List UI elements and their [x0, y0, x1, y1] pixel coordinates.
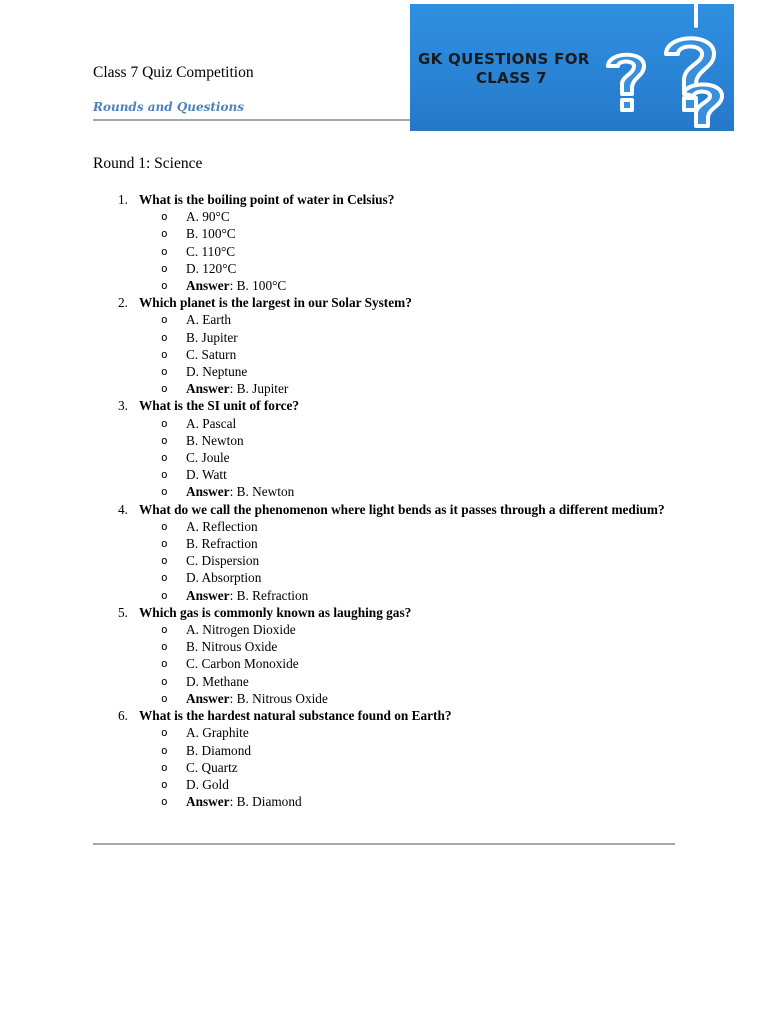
bullet-icon: o: [161, 537, 168, 551]
bullet-icon: o: [161, 347, 168, 361]
question-number: 5.: [118, 604, 128, 620]
answer-item: o Answer: B. Diamond: [161, 794, 302, 810]
question-text: What is the boiling point of water in Celsius?: [139, 192, 395, 207]
question-text: What is the hardest natural substance found on Earth?: [139, 708, 452, 724]
banner-image: [410, 4, 734, 131]
option-list: [139, 724, 675, 810]
option-item: [139, 518, 675, 535]
question-text: Which planet is the largest in our Solar System?: [139, 295, 412, 311]
bullet-icon: o: [161, 623, 168, 637]
option-text: D. 120°C: [186, 260, 237, 276]
bullet-icon: o: [161, 519, 168, 533]
option-item: [139, 363, 675, 380]
option-item: [139, 225, 675, 242]
option-item: [139, 776, 675, 793]
option-text: B. 100°C: [186, 226, 236, 242]
option-item: [139, 638, 675, 655]
answer-item: o Answer: B. 100°C: [161, 278, 287, 294]
option-text: D. Watt: [186, 467, 227, 483]
bullet-icon: o: [161, 227, 168, 241]
option-item: [139, 655, 675, 672]
bullet-icon: o: [161, 743, 168, 757]
bullet-icon: o: [161, 433, 168, 447]
question-number: 3.: [118, 398, 128, 414]
option-text: A. Reflection: [186, 518, 258, 534]
answer-label: Answer: [186, 381, 230, 397]
bullet-icon: o: [161, 313, 168, 327]
option-text: C. Saturn: [186, 346, 237, 362]
answer-value: B. Diamond: [236, 794, 302, 810]
bullet-icon: o: [161, 330, 168, 344]
question-marks-icon: [604, 4, 734, 131]
question-number: 4.: [118, 501, 128, 517]
question-item: [93, 294, 675, 397]
question-text: What do we call the phenomenon where light bends as it passes through a different medium?: [139, 501, 665, 517]
option-text: A. Earth: [186, 312, 232, 328]
option-text: D. Methane: [186, 673, 249, 689]
option-item: [139, 208, 675, 225]
question-text: What is the SI unit of force?: [139, 398, 300, 414]
bullet-icon: o: [161, 657, 168, 671]
answer-item: o Answer: B. Newton: [161, 484, 295, 500]
answer-value: B. Nitrous Oxide: [236, 690, 328, 706]
bullet-icon: o: [161, 279, 168, 293]
document-subtitle: Rounds and Questions: [93, 100, 244, 114]
option-text: B. Newton: [186, 432, 244, 448]
option-item: [139, 346, 675, 363]
bullet-icon: o: [161, 777, 168, 791]
bullet-icon: o: [161, 760, 168, 774]
option-text: D. Neptune: [186, 364, 248, 380]
bullet-icon: o: [161, 468, 168, 482]
option-text: D. Gold: [186, 776, 229, 792]
bullet-icon: o: [161, 640, 168, 654]
option-item: [139, 466, 675, 483]
bullet-icon: o: [161, 382, 168, 396]
round-title: Round 1: Science: [93, 155, 203, 172]
option-item: [139, 724, 675, 741]
answer-label: Answer: [186, 587, 230, 603]
option-item: [139, 432, 675, 449]
answer-value: B. 100°C: [236, 278, 287, 294]
answer-label: Answer: [186, 278, 230, 294]
option-text: A. Graphite: [186, 725, 249, 741]
bullet-icon: o: [161, 451, 168, 465]
bullet-icon: o: [161, 691, 168, 705]
bullet-icon: o: [161, 244, 168, 258]
option-item: [139, 621, 675, 638]
answer-item: o Answer: B. Nitrous Oxide: [161, 690, 328, 706]
option-item: [139, 742, 675, 759]
bullet-icon: o: [161, 416, 168, 430]
question-number: 1.: [118, 192, 128, 207]
answer-value: B. Newton: [236, 484, 295, 500]
option-text: C. Quartz: [186, 759, 238, 775]
bullet-icon: o: [161, 554, 168, 568]
option-item: [139, 311, 675, 328]
banner-line-2: CLASS 7: [476, 69, 547, 87]
answer-value: B. Jupiter: [236, 381, 289, 397]
option-text: C. Joule: [186, 450, 230, 466]
document-title: Class 7 Quiz Competition: [93, 64, 254, 81]
answer-label: Answer: [186, 794, 230, 810]
option-text: B. Diamond: [186, 742, 252, 758]
answer-label: Answer: [186, 484, 230, 500]
option-list: [139, 518, 675, 604]
option-text: B. Refraction: [186, 536, 258, 552]
option-list: [139, 415, 675, 501]
question-number: 6.: [118, 708, 128, 724]
option-item: [139, 569, 675, 586]
option-text: B. Jupiter: [186, 329, 238, 345]
answer-label: Answer: [186, 690, 230, 706]
option-list: [139, 208, 675, 294]
bullet-icon: o: [161, 210, 168, 224]
bullet-icon: o: [161, 674, 168, 688]
option-item: [139, 260, 675, 277]
footer-divider: [93, 843, 675, 845]
question-text: Which gas is commonly known as laughing gas?: [139, 604, 412, 620]
question-item: [93, 604, 675, 707]
bullet-icon: o: [161, 365, 168, 379]
option-list: [139, 621, 675, 707]
answer-value: B. Refraction: [236, 587, 309, 603]
question-number: 2.: [118, 295, 128, 311]
bullet-icon: o: [161, 795, 168, 809]
option-item: [139, 415, 675, 432]
question-item: [93, 501, 675, 604]
question-list: [93, 191, 675, 810]
option-item: [139, 329, 675, 346]
option-text: A. Pascal: [186, 415, 237, 431]
answer-item: o Answer: B. Jupiter: [161, 381, 289, 397]
bullet-icon: o: [161, 261, 168, 275]
option-text: D. Absorption: [186, 570, 262, 586]
question-item: [93, 191, 675, 294]
option-item: [139, 243, 675, 260]
question-item: [93, 397, 675, 500]
bullet-icon: o: [161, 588, 168, 602]
option-item: [139, 759, 675, 776]
answer-item: o Answer: B. Refraction: [161, 587, 309, 603]
option-text: C. 110°C: [186, 243, 236, 259]
option-list: [139, 311, 675, 397]
question-item: [93, 707, 675, 810]
option-text: C. Carbon Monoxide: [186, 656, 299, 672]
option-text: A. 90°C: [186, 209, 230, 225]
option-text: A. Nitrogen Dioxide: [186, 622, 296, 638]
option-text: C. Dispersion: [186, 553, 260, 569]
option-text: B. Nitrous Oxide: [186, 639, 278, 655]
bullet-icon: o: [161, 485, 168, 499]
option-item: [139, 449, 675, 466]
banner-line-1: GK QUESTIONS FOR: [418, 50, 590, 68]
option-item: [139, 535, 675, 552]
option-item: [139, 552, 675, 569]
bullet-icon: o: [161, 726, 168, 740]
option-item: [139, 673, 675, 690]
bullet-icon: o: [161, 571, 168, 585]
